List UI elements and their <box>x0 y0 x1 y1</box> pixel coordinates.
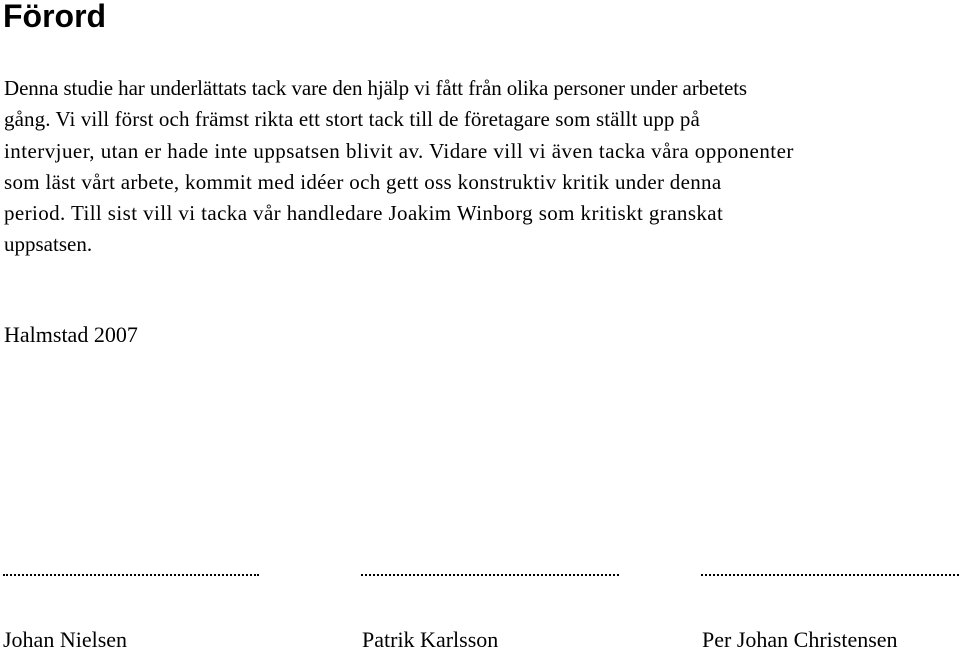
place-date: Halmstad 2007 <box>4 322 138 347</box>
signature-name: Johan Nielsen <box>3 627 128 652</box>
signature-line <box>361 574 619 576</box>
page-title: Förord <box>3 0 107 34</box>
paragraph-line: intervjuer, utan er hade inte uppsatsen blivit av. Vidare vill vi även tacka våra opponenter <box>4 139 794 163</box>
paragraph-line: som läst vårt arbete, kommit med idéer och gett oss konstruktiv kritik under denna <box>4 170 722 194</box>
paragraph-line: uppsatsen. <box>4 232 93 256</box>
paragraph-line: period. Till sist vill vi tacka vår handledare Joakim Winborg som kritiskt granskat <box>4 201 724 225</box>
signature-line <box>701 574 959 576</box>
signature-name: Patrik Karlsson <box>362 627 499 652</box>
signature-name: Per Johan Christensen <box>702 627 898 652</box>
paragraph-line: gång. Vi vill först och främst rikta ett stort tack till de företagare som ställt upp på <box>4 107 700 131</box>
paragraph-line: Denna studie har underlättats tack vare den hjälp vi fått från olika personer under arbetets <box>4 76 747 100</box>
signature-line <box>3 574 259 576</box>
